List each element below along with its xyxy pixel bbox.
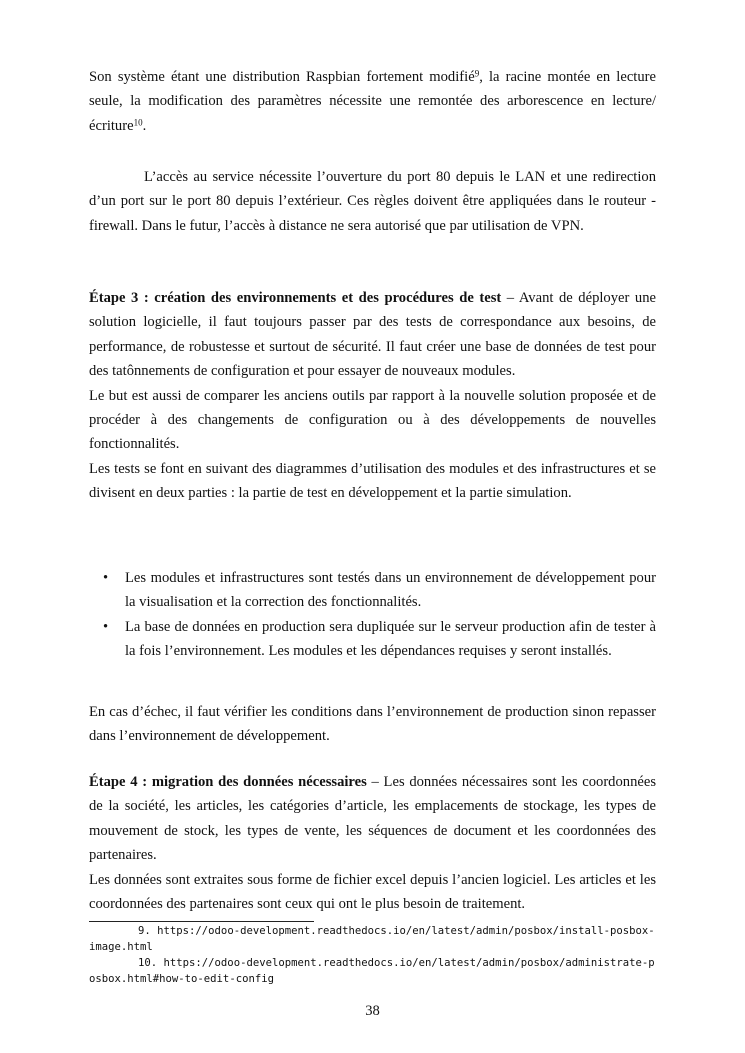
section-step-3 [89, 286, 656, 506]
section-step-4 [89, 770, 656, 916]
paragraph-system-text: Son système étant une distribution Raspbian fortement modifié [89, 69, 475, 85]
step-4-dash: – [366, 774, 384, 790]
footnote-9-link[interactable]: https://odoo-development.readthedocs.io/en/latest/admin/posbox/install-posbox-image.html [89, 925, 655, 953]
bullet-item [103, 566, 656, 615]
bullet-item-text: Les modules et infrastructures sont testés dans un environnement de développement pour la visualisation et la correction des fonctionnalités. [125, 570, 656, 611]
bullet-list-container [89, 566, 656, 664]
footnote-ref-9[interactable]: 9 [474, 68, 480, 79]
step-3-body: Avant de déployer une solution logicielle, il faut toujours passer par des tests de correspondance aux besoins, de performance, de robustesse et surtout de sécurité. Il faut créer une base de données de test pour des tatônnements de configuration et pour essayer de nouveaux modules. [89, 290, 656, 380]
paragraph-system-end: . [142, 117, 147, 134]
step-3-paragraph-2: Le but est aussi de comparer les anciens outils par rapport à la nouvelle solution proposée et de procéder à des changements de configuration ou à des développements de nouvelles fonctionnalités. [89, 387, 656, 453]
paragraph-port-access-text: L’accès au service nécessite l’ouverture du port 80 depuis le LAN et une redirection d’un port sur le port 80 depuis l’extérieur. Ces règles doivent être appliquées dans le routeur - firewall. Dans le futur, l’accès à distance ne sera autorisé que par utilisation de VPN. [89, 169, 656, 234]
paragraph-failure-text: En cas d’échec, il faut vérifier les conditions dans l’environnement de production sinon repasser dans l’environnement de développement. [89, 704, 656, 745]
step-3-dash: – [501, 290, 519, 306]
step-4-body: Les données nécessaires sont les coordonnées de la société, les articles, les catégories d’article, les emplacements de stockage, les types de mouvement de stock, les types de vente, les séquences de document et les coordonnées des partenaires. [89, 774, 656, 864]
footnote-9-number: 9. [138, 925, 151, 937]
footnotes [89, 923, 656, 987]
bullet-icon: • [103, 570, 109, 586]
step-3-title: Étape 3 : création des environnements et des procédures de test [89, 290, 502, 306]
step-4-paragraph-2: Les données sont extraites sous forme de fichier excel depuis l’ancien logiciel. Les articles et les coordonnées des partenaires sont ceux qui ont le plus besoin de traitement. [89, 871, 656, 913]
bullet-item-text: La base de données en production sera dupliquée sur le serveur production afin de tester à la fois l’environnement. Les modules et les dépendances requises y seront installés. [125, 618, 656, 660]
footnote-10 [89, 955, 656, 987]
step-4-title: Étape 4 : migration des données nécessaires [89, 774, 367, 790]
paragraph-system-text-cont: , la racine montée en lecture seule, la modification des paramètres nécessite une remontée des arborescence en lecture/écriture [89, 69, 656, 134]
footnote-10-link[interactable]: https://odoo-development.readthedocs.io/en/latest/admin/posbox/administrate-posbox.html#how-to-edit-config [89, 957, 655, 985]
step-3-paragraph-3: Les tests se font en suivant des diagrammes d’utilisation des modules et des infrastructures et se divisent en deux parties : la partie de test en développement et la partie simulation. [89, 460, 656, 502]
footnote-10-number: 10. [138, 957, 158, 969]
paragraph-system [89, 65, 656, 138]
paragraph-port-access [89, 165, 656, 238]
test-bullet-list [89, 566, 656, 664]
footnote-ref-10[interactable]: 10 [133, 117, 143, 128]
page-number: 38 [365, 1003, 380, 1019]
footnote-divider [89, 921, 314, 922]
bullet-icon: • [103, 618, 109, 635]
footnote-9 [89, 923, 656, 955]
bullet-item [103, 615, 656, 664]
paragraph-failure [89, 700, 656, 749]
